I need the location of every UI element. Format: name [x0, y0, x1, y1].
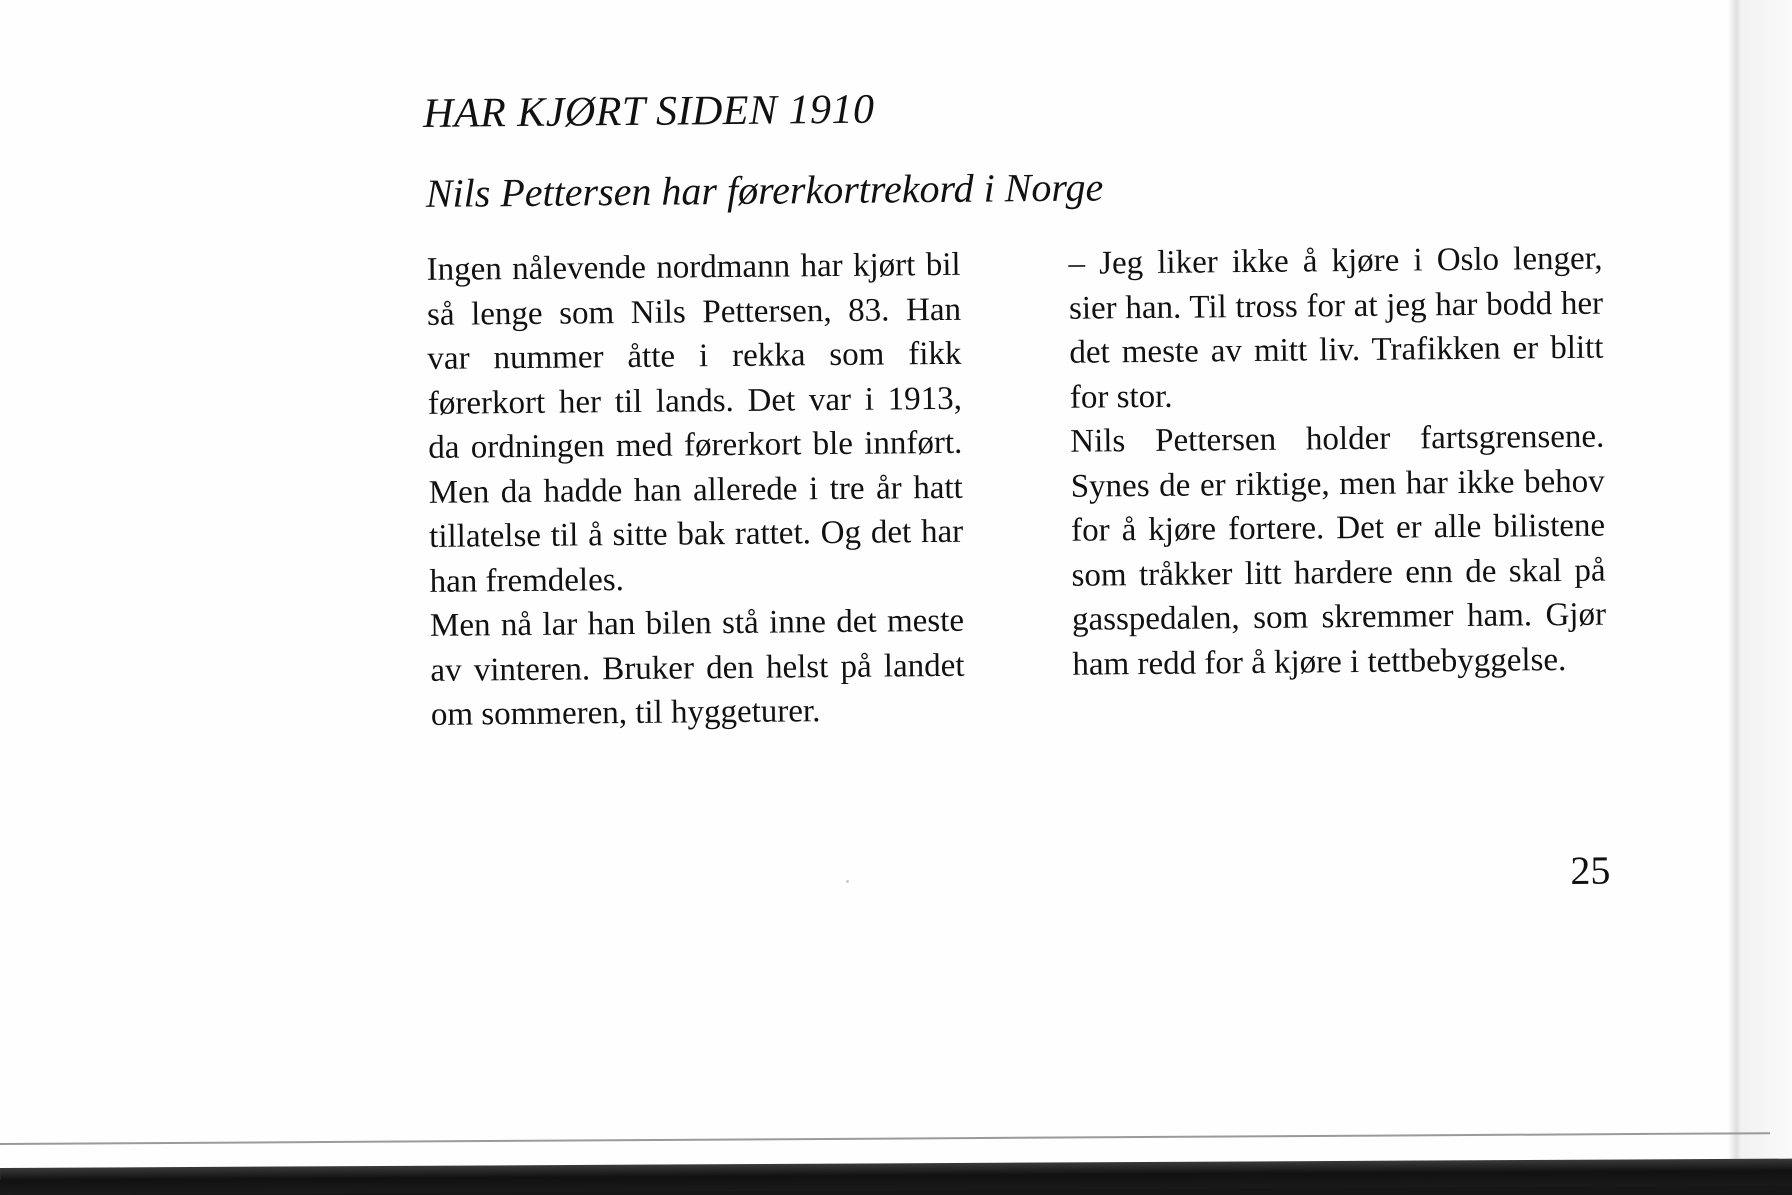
article-subheading: Nils Pettersen har førerkortrekord i Norge: [425, 164, 1104, 216]
right-paragraph-2: Nils Pettersen holder fartsgrensene. Synes de er riktige, men har ikke behov for å kjøre fortere. Det er alle bilistene som tråkker litt hardere enn de skal på gasspedalen, som skremmer ham. Gjør ham redd for å kjøre i tettbebyggelse.: [1070, 418, 1607, 683]
right-text-column: [1068, 237, 1606, 687]
page-number: 25: [1570, 847, 1611, 893]
right-paragraph-1: – Jeg liker ikke å kjøre i Oslo lenger, sier han. Til tross for at jeg har bodd her det meste av mitt liv. Trafikken er blitt for stor.: [1068, 240, 1604, 416]
article-heading: HAR KJØRT SIDEN 1910: [422, 86, 875, 137]
left-paragraph-2: Men nå lar han bilen stå inne det meste av vinteren. Bruker den helst på landet om sommeren, til hyggeturer.: [429, 602, 965, 733]
left-text-column: [426, 243, 965, 738]
paper-speck: [846, 880, 849, 883]
left-paragraph-1: Ingen nålevende nordmann har kjørt bil så lenge som Nils Pettersen, 83. Han var nummer åtte i rekka som fikk førerkort her til lands. Det var i 1913, da ordningen med førerkort ble innført. Men da hadde han allerede i tre år hatt tillatelse til å sitte bak rattet. Og det har han fremdeles.: [426, 246, 964, 600]
